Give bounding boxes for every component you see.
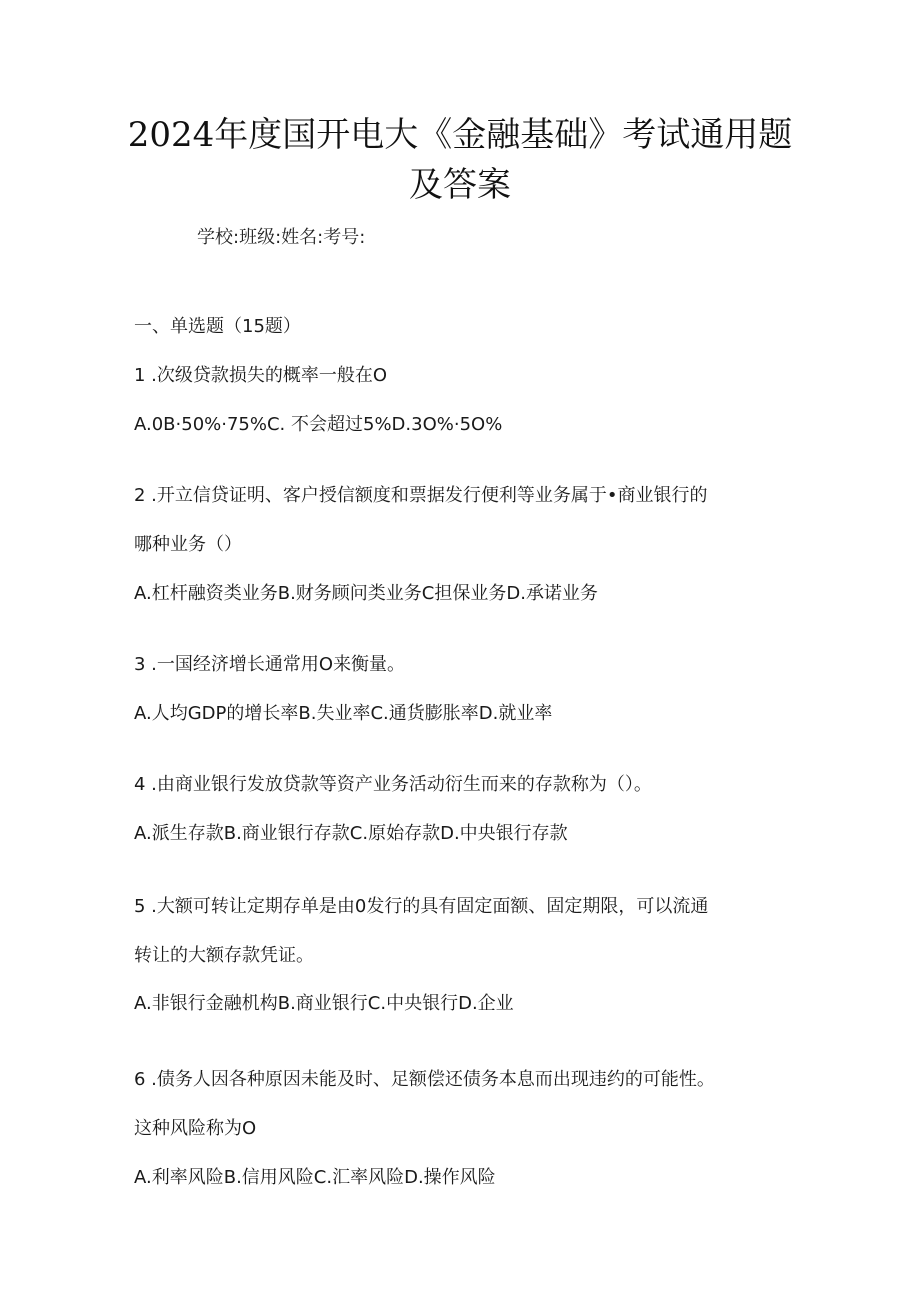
question-2-stem-line-2: 哪种业务（） — [134, 534, 242, 555]
question-5-stem-line-2: 转让的大额存款凭证。 — [134, 945, 314, 966]
question-5-options: A.非银行金融机构B.商业银行C.中央银行D.企业 — [134, 993, 514, 1014]
question-4-options: A.派生存款B.商业银行存款C.原始存款D.中央银行存款 — [134, 823, 568, 844]
section-heading: 一、单选题（15题） — [134, 316, 301, 337]
question-3-options: A.人均GDP的增长率B.失业率C.通货膨胀率D.就业率 — [134, 703, 553, 724]
student-info-line: 学校:班级:姓名:考号: — [197, 227, 366, 248]
question-3-stem: 3 .一国经济增长通常用O来衡量。 — [134, 654, 406, 675]
question-5-stem-line-1: 5 .大额可转让定期存单是由0发行的具有固定面额、固定期限，可以流通 — [134, 896, 709, 917]
question-2-options: A.杠杆融资类业务B.财务顾问类业务C担保业务D.承诺业务 — [134, 583, 598, 604]
question-6-stem-line-2: 这种风险称为O — [134, 1118, 257, 1139]
question-6-options: A.利率风险B.信用风险C.汇率风险D.操作风险 — [134, 1167, 496, 1188]
question-4-stem: 4 .由商业银行发放贷款等资产业务活动衍生而来的存款称为（）。 — [134, 774, 652, 795]
question-6-stem-line-1: 6 .债务人因各种原因未能及时、足额偿还债务本息而出现违约的可能性。 — [134, 1069, 715, 1090]
question-1-stem: 1 .次级贷款损失的概率一般在O — [134, 365, 388, 386]
question-2-stem-line-1: 2 .开立信贷证明、客户授信额度和票据发行便利等业务属于•商业银行的 — [134, 485, 708, 506]
document-title-line-1: 2024年度国开电大《金融基础》考试通用题 — [127, 115, 793, 155]
question-1-options: A.0B·50%·75%C. 不会超过5%D.3O%·5O% — [134, 414, 503, 435]
document-title-line-2: 及答案 — [409, 165, 511, 205]
